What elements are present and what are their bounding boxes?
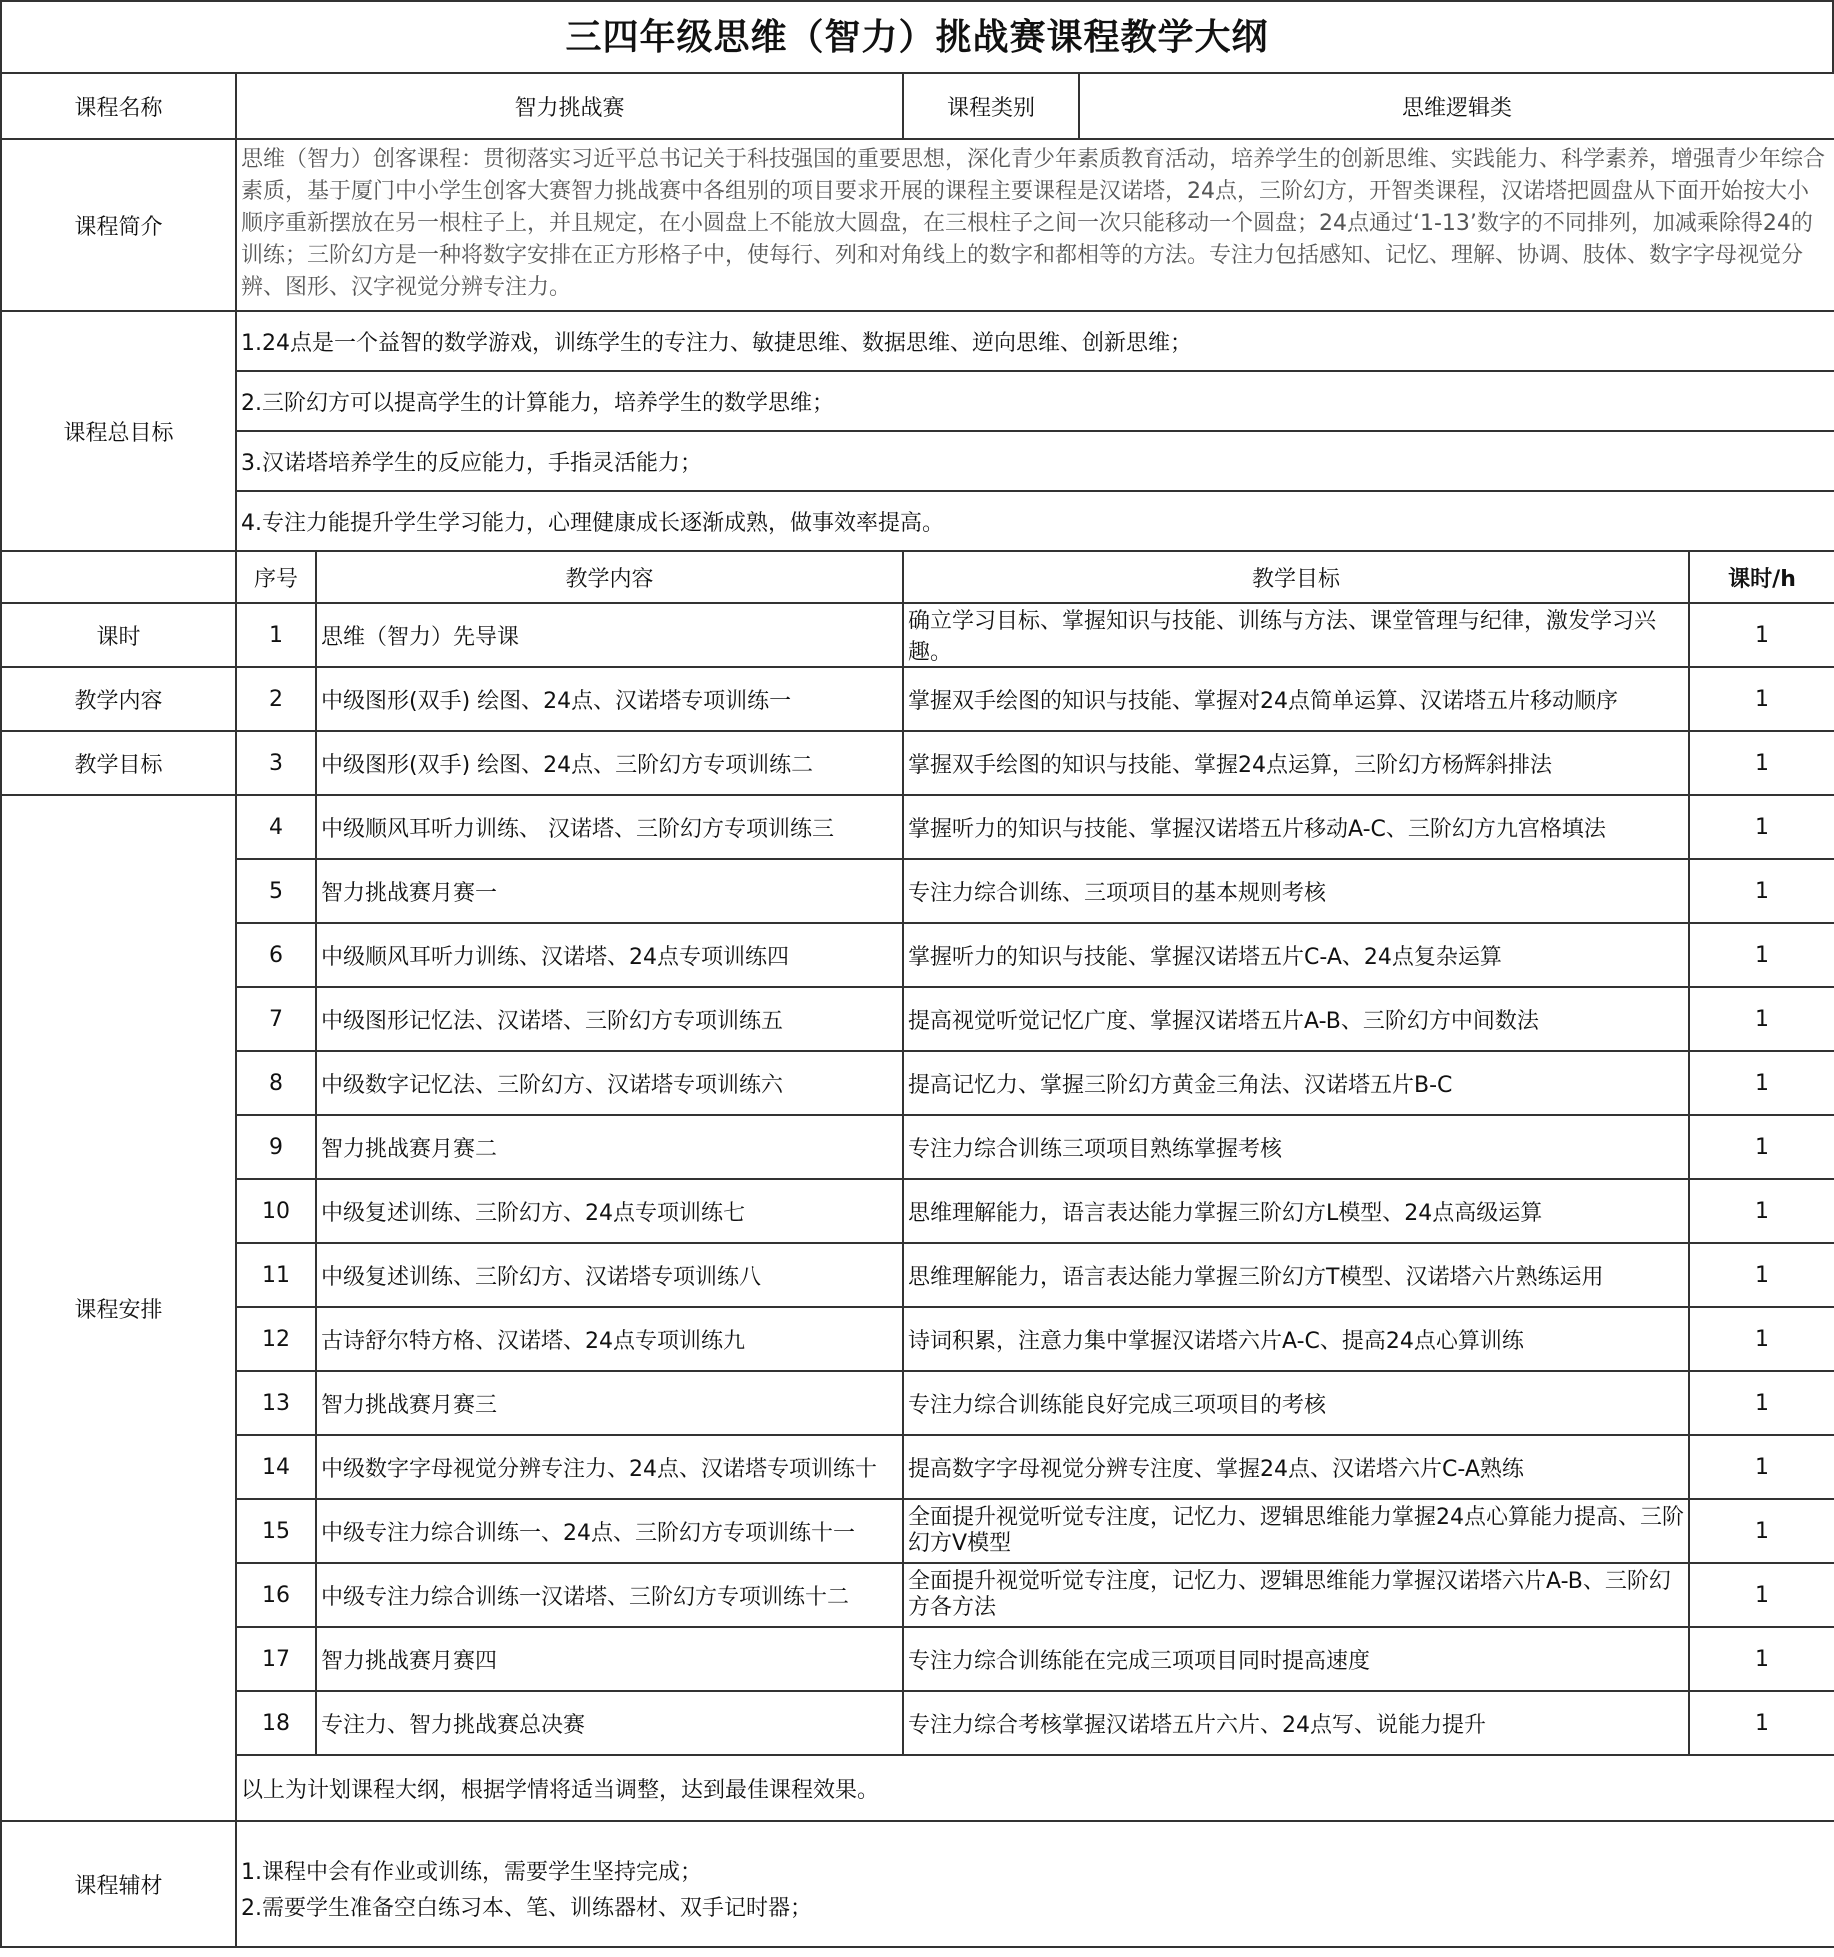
- seq-header: 序号: [236, 551, 316, 603]
- course-category-value: 思维逻辑类: [1079, 73, 1834, 139]
- row-seq: 11: [236, 1243, 316, 1307]
- row-seq: 7: [236, 987, 316, 1051]
- course-name-label: 课程名称: [1, 73, 236, 139]
- row-content: 中级复述训练、三阶幻方、24点专项训练七: [316, 1179, 903, 1243]
- page-title: 三四年级思维（智力）挑战赛课程教学大纲: [0, 0, 1834, 72]
- schedule-row: [1, 1307, 1834, 1371]
- row-goal: 全面提升视觉听觉专注度，记忆力、逻辑思维能力掌握24点心算能力提高、三阶幻方V模型: [903, 1499, 1689, 1563]
- row-goal: 掌握双手绘图的知识与技能、掌握24点运算，三阶幻方杨辉斜排法: [903, 731, 1689, 795]
- row-goal: 专注力综合训练、三项项目的基本规则考核: [903, 859, 1689, 923]
- schedule-row: [1, 1499, 1834, 1563]
- goal-row: [1, 371, 1834, 431]
- row-seq: 13: [236, 1371, 316, 1435]
- row-content: 智力挑战赛月赛四: [316, 1627, 903, 1691]
- schedule-note: 以上为计划课程大纲，根据学情将适当调整，达到最佳课程效果。: [236, 1755, 1834, 1821]
- row-hours: 1: [1689, 1243, 1834, 1307]
- row-goal: 思维理解能力，语言表达能力掌握三阶幻方T模型、汉诺塔六片熟练运用: [903, 1243, 1689, 1307]
- schedule-row: [1, 859, 1834, 923]
- goal-item: 2.三阶幻方可以提高学生的计算能力，培养学生的数学思维；: [236, 371, 1834, 431]
- row-goal: 专注力综合训练能在完成三项项目同时提高速度: [903, 1627, 1689, 1691]
- row-goal: 提高记忆力、掌握三阶幻方黄金三角法、汉诺塔五片B-C: [903, 1051, 1689, 1115]
- course-materials-label: 课程辅材: [1, 1821, 236, 1947]
- row-seq: 8: [236, 1051, 316, 1115]
- schedule-row: [1, 1179, 1834, 1243]
- row-goal: 确立学习目标、掌握知识与技能、训练与方法、课堂管理与纪律，激发学习兴趣。: [903, 603, 1689, 667]
- row-seq: 4: [236, 795, 316, 859]
- row-content: 中级图形记忆法、汉诺塔、三阶幻方专项训练五: [316, 987, 903, 1051]
- goal-item: 1.24点是一个益智的数学游戏，训练学生的专注力、敏捷思维、数据思维、逆向思维、创新思维；: [236, 311, 1834, 371]
- row-hours: 1: [1689, 603, 1834, 667]
- row-content: 中级复述训练、三阶幻方、汉诺塔专项训练八: [316, 1243, 903, 1307]
- row-goal: 掌握双手绘图的知识与技能、掌握对24点简单运算、汉诺塔五片移动顺序: [903, 667, 1689, 731]
- row-goal: 诗词积累，注意力集中掌握汉诺塔六片A-C、提高24点心算训练: [903, 1307, 1689, 1371]
- schedule-row: [1, 603, 1834, 667]
- row-hours: 1: [1689, 1627, 1834, 1691]
- content-header: 教学内容: [316, 551, 903, 603]
- row-seq: 9: [236, 1115, 316, 1179]
- row-content: 智力挑战赛月赛一: [316, 859, 903, 923]
- row-hours: 1: [1689, 1371, 1834, 1435]
- row-hours: 1: [1689, 667, 1834, 731]
- row-seq: 5: [236, 859, 316, 923]
- row-hours: 1: [1689, 923, 1834, 987]
- row-hours: 1: [1689, 795, 1834, 859]
- row-goal: 提高数字字母视觉分辨专注度、掌握24点、汉诺塔六片C-A熟练: [903, 1435, 1689, 1499]
- row-content: 智力挑战赛月赛二: [316, 1115, 903, 1179]
- row-content: 古诗舒尔特方格、汉诺塔、24点专项训练九: [316, 1307, 903, 1371]
- row-seq: 3: [236, 731, 316, 795]
- syllabus-table: [0, 72, 1834, 1948]
- course-intro-text: 思维（智力）创客课程：贯彻落实习近平总书记关于科技强国的重要思想，深化青少年素质教育活动，培养学生的创新思维、实践能力、科学素养，增强青少年综合素质，基于厦门中小学生创客大赛智力挑战赛中各组别的项目要求开展的课程主要课程是汉诺塔，24点，三阶幻方，开智类课程，汉诺塔把圆盘从下面开始按大小顺序重新摆放在另一根柱子上，并且规定，在小圆盘上不能放大圆盘，在三根柱子之间一次只能移动一个圆盘；24点通过‘1-13’数字的不同排列，加减乘除得24的训练；三阶幻方是一种将数字安排在正方形格子中，使每行、列和对角线上的数字和都相等的方法。专注力包括感知、记忆、理解、协调、肢体、数字字母视觉分辨、图形、汉字视觉分辨专注力。: [236, 139, 1834, 311]
- row-seq: 12: [236, 1307, 316, 1371]
- goal-row: [1, 491, 1834, 551]
- goal-row: [1, 431, 1834, 491]
- schedule-row: [1, 923, 1834, 987]
- course-goals-label: 课程总目标: [1, 311, 236, 551]
- course-name-value: 智力挑战赛: [236, 73, 903, 139]
- schedule-row: [1, 987, 1834, 1051]
- schedule-row: [1, 1627, 1834, 1691]
- row-content: 专注力、智力挑战赛总决赛: [316, 1691, 903, 1755]
- row-goal: 全面提升视觉听觉专注度，记忆力、逻辑思维能力掌握汉诺塔六片A-B、三阶幻方各方法: [903, 1563, 1689, 1627]
- materials-cell: [236, 1821, 1834, 1947]
- goal-header: 教学目标: [903, 551, 1689, 603]
- row-content: 中级图形(双手) 绘图、24点、汉诺塔专项训练一: [316, 667, 903, 731]
- row-content: 中级专注力综合训练一、24点、三阶幻方专项训练十一: [316, 1499, 903, 1563]
- hours-header: 课时/h: [1689, 551, 1834, 603]
- row-hours: 1: [1689, 987, 1834, 1051]
- schedule-row: [1, 1115, 1834, 1179]
- course-category-label: 课程类别: [903, 73, 1079, 139]
- schedule-row: [1, 795, 1834, 859]
- teaching-goal-label: 教学目标: [1, 731, 236, 795]
- row-hours: 1: [1689, 1691, 1834, 1755]
- row-content: 中级专注力综合训练一汉诺塔、三阶幻方专项训练十二: [316, 1563, 903, 1627]
- schedule-note-row: [1, 1755, 1834, 1821]
- row-hours: 1: [1689, 859, 1834, 923]
- row-goal: 掌握听力的知识与技能、掌握汉诺塔五片C-A、24点复杂运算: [903, 923, 1689, 987]
- course-name-row: [1, 73, 1834, 139]
- row-seq: 14: [236, 1435, 316, 1499]
- empty-cell: [1, 551, 236, 603]
- teaching-content-label: 教学内容: [1, 667, 236, 731]
- row-content: 思维（智力）先导课: [316, 603, 903, 667]
- goal-row: [1, 311, 1834, 371]
- row-hours: 1: [1689, 1307, 1834, 1371]
- course-intro-label: 课程简介: [1, 139, 236, 311]
- row-seq: 2: [236, 667, 316, 731]
- material-item: 2.需要学生准备空白练习本、笔、训练器材、双手记时器；: [241, 1896, 812, 1921]
- row-hours: 1: [1689, 1563, 1834, 1627]
- row-content: 中级数字记忆法、三阶幻方、汉诺塔专项训练六: [316, 1051, 903, 1115]
- goal-item: 4.专注力能提升学生学习能力，心理健康成长逐渐成熟，做事效率提高。: [236, 491, 1834, 551]
- schedule-row: [1, 667, 1834, 731]
- row-hours: 1: [1689, 1051, 1834, 1115]
- schedule-row: [1, 1051, 1834, 1115]
- schedule-row: [1, 1243, 1834, 1307]
- schedule-row: [1, 731, 1834, 795]
- row-seq: 17: [236, 1627, 316, 1691]
- material-item: 1.课程中会有作业或训练，需要学生坚持完成；: [241, 1860, 702, 1885]
- schedule-row: [1, 1563, 1834, 1627]
- row-content: 中级顺风耳听力训练、汉诺塔、24点专项训练四: [316, 923, 903, 987]
- schedule-row: [1, 1371, 1834, 1435]
- class-hours-label: 课时: [1, 603, 236, 667]
- row-seq: 15: [236, 1499, 316, 1563]
- row-goal: 专注力综合考核掌握汉诺塔五片六片、24点写、说能力提升: [903, 1691, 1689, 1755]
- row-seq: 1: [236, 603, 316, 667]
- row-content: 中级数字字母视觉分辨专注力、24点、汉诺塔专项训练十: [316, 1435, 903, 1499]
- row-goal: 掌握听力的知识与技能、掌握汉诺塔五片移动A-C、三阶幻方九宫格填法: [903, 795, 1689, 859]
- schedule-row: [1, 1435, 1834, 1499]
- row-goal: 提高视觉听觉记忆广度、掌握汉诺塔五片A-B、三阶幻方中间数法: [903, 987, 1689, 1051]
- row-hours: 1: [1689, 1435, 1834, 1499]
- course-intro-row: [1, 139, 1834, 311]
- schedule-header-row: [1, 551, 1834, 603]
- row-seq: 18: [236, 1691, 316, 1755]
- row-goal: 思维理解能力，语言表达能力掌握三阶幻方L模型、24点高级运算: [903, 1179, 1689, 1243]
- row-seq: 16: [236, 1563, 316, 1627]
- row-goal: 专注力综合训练能良好完成三项项目的考核: [903, 1371, 1689, 1435]
- row-hours: 1: [1689, 731, 1834, 795]
- schedule-row: [1, 1691, 1834, 1755]
- course-schedule-label: 课程安排: [1, 795, 236, 1821]
- materials-row: [1, 1821, 1834, 1947]
- row-content: 中级顺风耳听力训练、 汉诺塔、三阶幻方专项训练三: [316, 795, 903, 859]
- row-seq: 10: [236, 1179, 316, 1243]
- row-content: 中级图形(双手) 绘图、24点、三阶幻方专项训练二: [316, 731, 903, 795]
- row-hours: 1: [1689, 1179, 1834, 1243]
- goal-item: 3.汉诺塔培养学生的反应能力，手指灵活能力；: [236, 431, 1834, 491]
- row-goal: 专注力综合训练三项项目熟练掌握考核: [903, 1115, 1689, 1179]
- row-content: 智力挑战赛月赛三: [316, 1371, 903, 1435]
- row-hours: 1: [1689, 1115, 1834, 1179]
- row-hours: 1: [1689, 1499, 1834, 1563]
- row-seq: 6: [236, 923, 316, 987]
